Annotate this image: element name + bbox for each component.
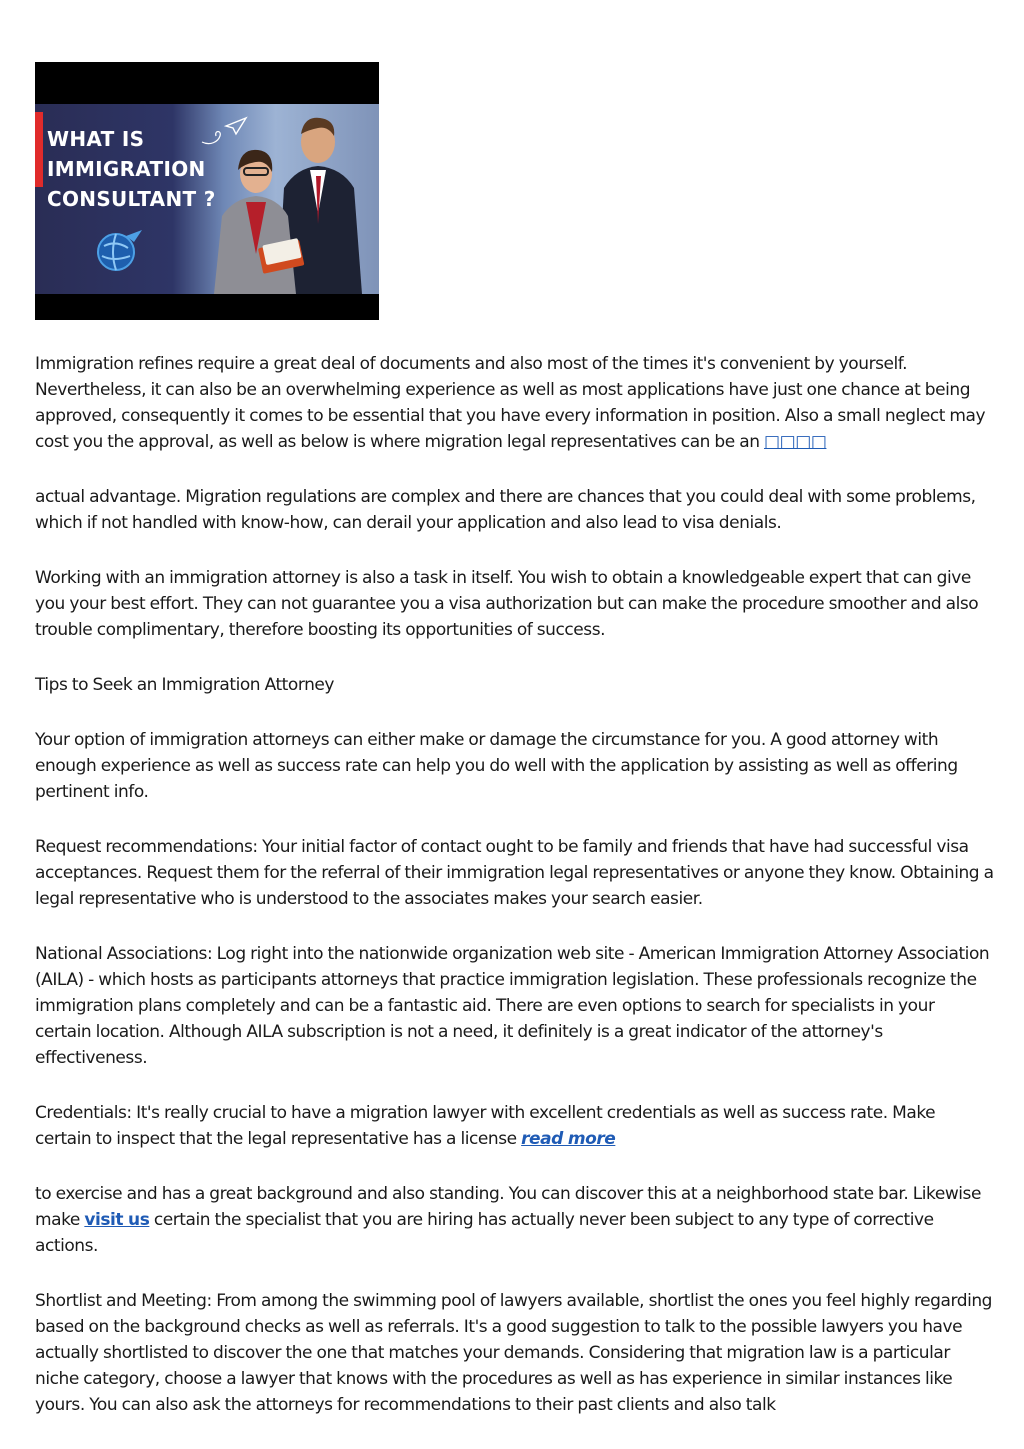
paragraph-1 — [35, 351, 995, 455]
paragraph-9-text-a: to exercise and has a great background and also standing. You can discover this at a neighborhood state bar. Likewise make — [35, 1184, 981, 1230]
inline-link-1[interactable]: □□□□ — [763, 432, 827, 452]
consultants-photo — [200, 104, 379, 294]
paragraph-5: Your option of immigration attorneys can either make or damage the circumstance for you. A good attorney with enough experience as well as success rate can help you do well with the application by assisting as well as offering pertinent info. — [35, 730, 958, 802]
hero-title — [47, 124, 217, 214]
paragraph-10: Shortlist and Meeting: From among the swimming pool of lawyers available, shortlist the ones you feel highly regarding based on the background checks as well as referrals. It's a good suggestion to talk to the possible lawyers you have actually shortlisted to discover the one that matches your demands. Considering that migration law is a particular niche category, choose a lawyer that knows with the procedures as well as has experience in similar instances like yours. You can also ask the attorneys for recommendations to their past clients and also talk — [35, 1291, 993, 1415]
paragraph-2: actual advantage. Migration regulations are complex and there are chances that you could deal with some problems, which if not handled with know-how, can derail your application and also lead to visa denials. — [35, 487, 976, 533]
paragraph-3: Working with an immigration attorney is also a task in itself. You wish to obtain a knowledgeable expert that can give you your best effort. They can not guarantee you a visa authorization but can make the procedure smoother and also trouble complimentary, therefore boosting its opportunities of success. — [35, 568, 979, 640]
paragraph-7: National Associations: Log right into the nationwide organization web site - American Immigration Attorney Association (AILA) - which hosts as participants attorneys that practice immigration legislation. These professionals recognize the immigration plans completely and can be a fantastic aid. There are even options to search for specialists in your certain location. Although AILA subscription is not a need, it definitely is a great indicator of the attorney's effectiveness. — [35, 944, 990, 1068]
globe-icon — [90, 226, 146, 276]
visit-us-link[interactable]: visit us — [84, 1210, 150, 1230]
hero-image — [35, 62, 379, 320]
paragraph-9-text-b: certain the specialist that you are hiring has actually never been subject to any type of corrective actions. — [35, 1210, 934, 1256]
hero-title-line-2: IMMIGRATION — [47, 157, 206, 181]
hero-title-line-3: CONSULTANT ? — [47, 187, 216, 211]
read-more-link[interactable]: read more — [521, 1129, 616, 1149]
section-heading: Tips to Seek an Immigration Attorney — [35, 675, 335, 695]
paragraph-1-text: Immigration refines require a great deal of documents and also most of the times it's convenient by yourself. Nevertheless, it can also be an overwhelming experience as well as most applications have just one chance at being approved, consequently it comes to be essential that you have every information in position. Also a small neglect may cost you the approval, as well as below is where migration legal representatives can be an — [35, 354, 986, 452]
paragraph-8 — [35, 1100, 995, 1152]
hero-title-line-1: WHAT IS — [47, 127, 145, 151]
hero-banner — [35, 104, 379, 294]
paragraph-8-text: Credentials: It's really crucial to have a migration lawyer with excellent credentials as well as success rate. Make certain to inspect that the legal representative has a license — [35, 1103, 936, 1149]
article-body — [35, 351, 995, 1418]
hero-accent-bar — [35, 112, 43, 187]
paragraph-9 — [35, 1181, 995, 1259]
paragraph-6: Request recommendations: Your initial factor of contact ought to be family and friends that have had successful visa acceptances. Request them for the referral of their immigration legal representatives or anyone they know. Obtaining a legal representative who is understood to the associates makes your search easier. — [35, 837, 994, 909]
